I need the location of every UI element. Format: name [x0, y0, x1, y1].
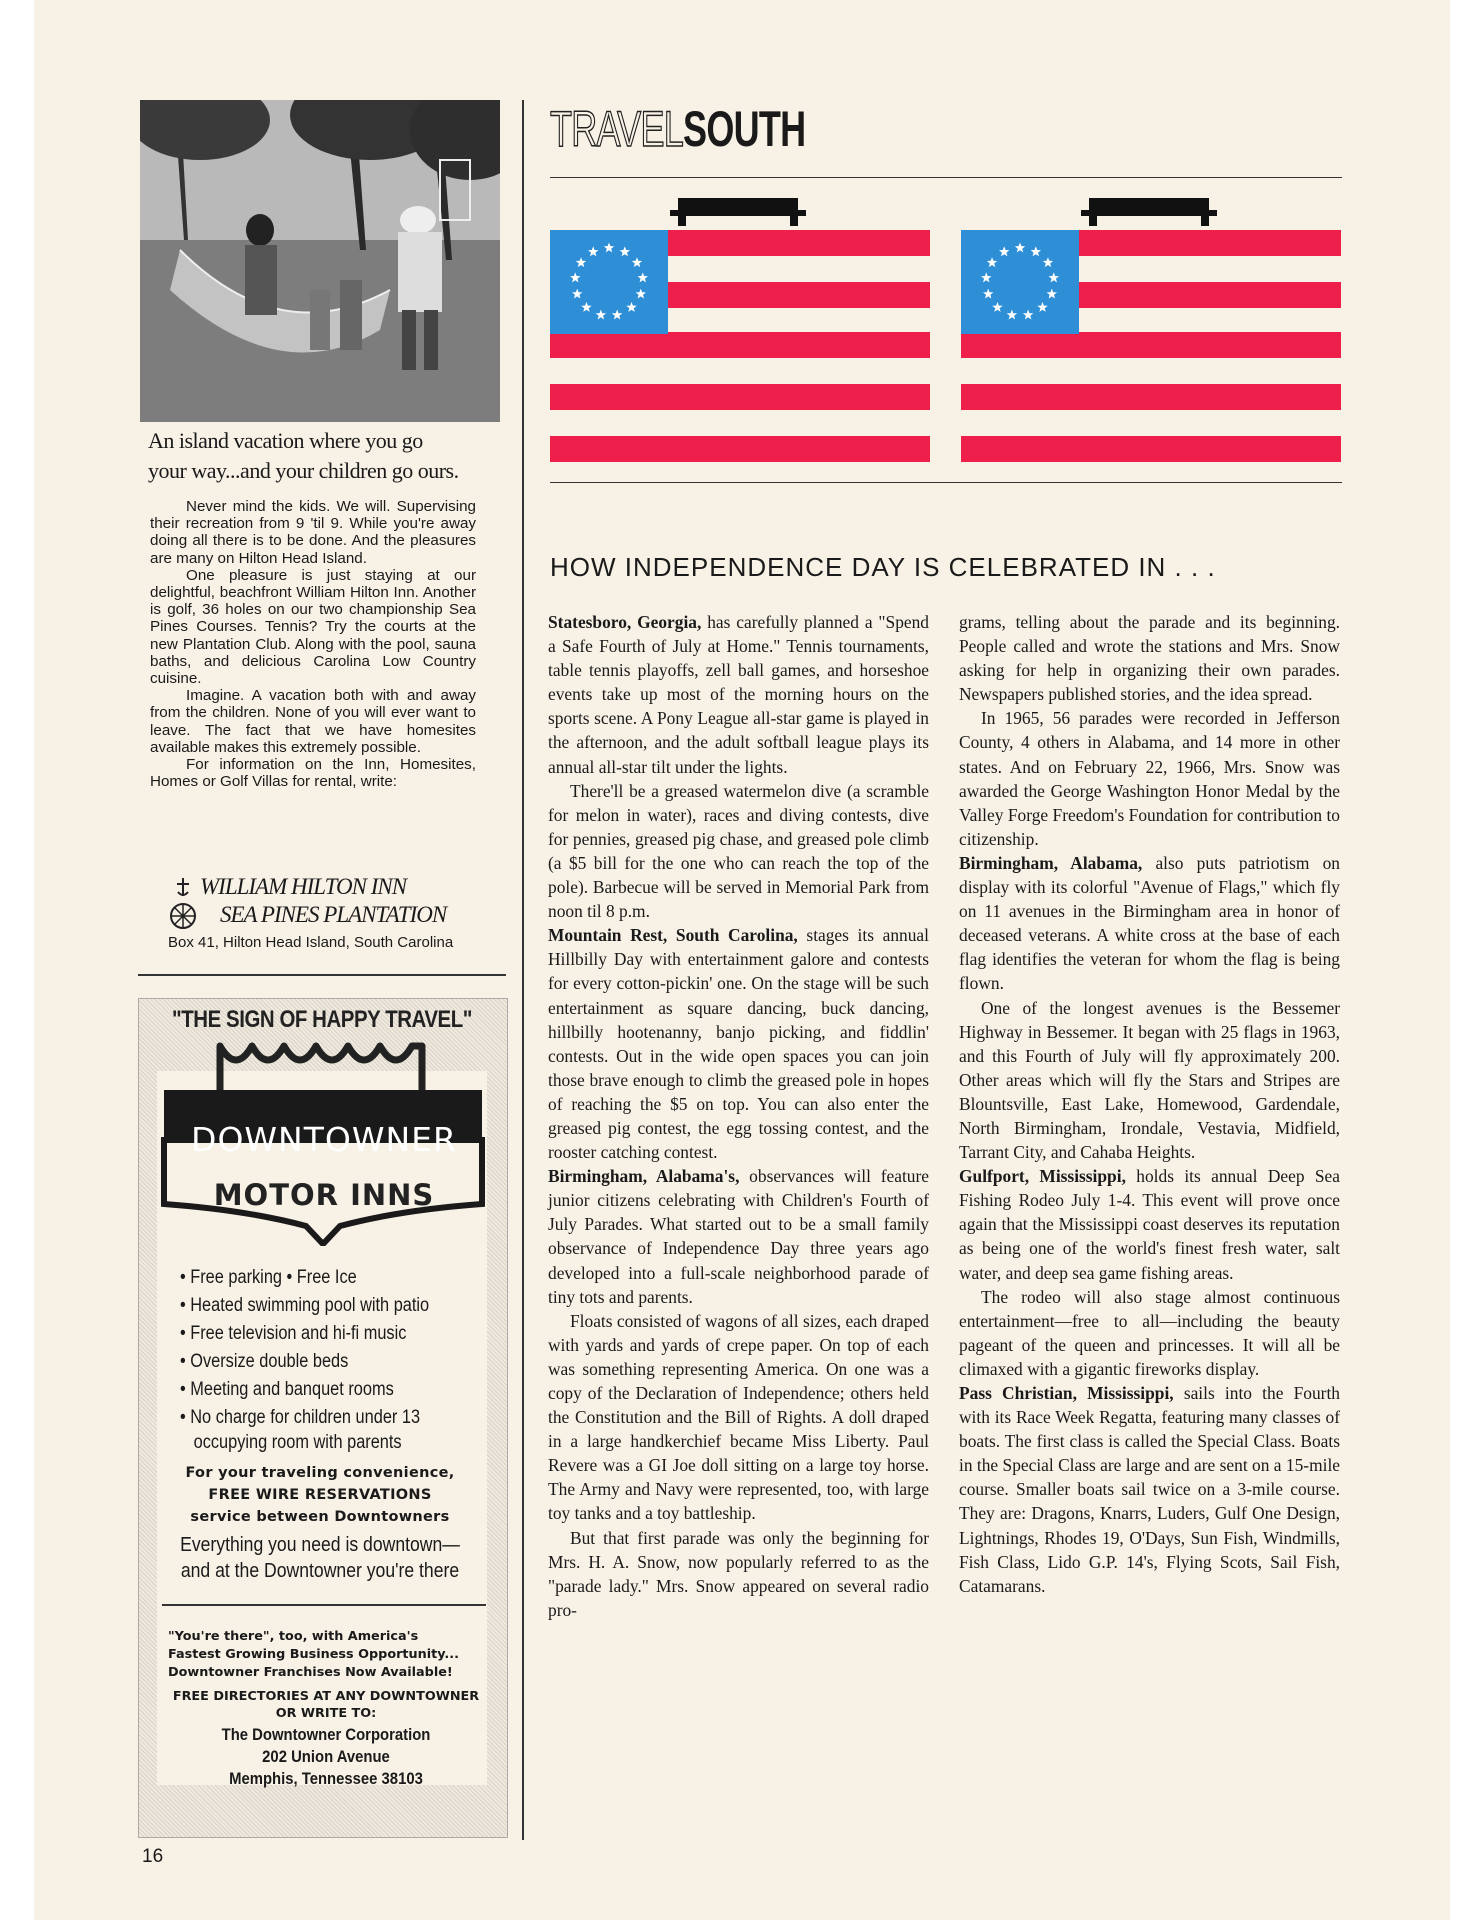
- flag-suitcase-right: [961, 190, 1341, 480]
- amenity-item: • No charge for children under 13: [180, 1407, 421, 1428]
- article-paragraph: [959, 706, 1340, 851]
- column-divider: [522, 100, 524, 1840]
- paragraph-text: grams, telling about the parade and its beginning. People called and wrote the stations and Mrs. Snow asking for help in organizing their own parades. Newspapers published stories, and the idea spread.: [959, 612, 1340, 705]
- article-paragraph: [548, 610, 929, 779]
- paragraph-text: has carefully planned a "Spend a Safe Fourth of July at Home." Tennis tournaments, table tennis playoffs, zell ball games, and horseshoe events take up most of the morning hours on the sports scene. A Pony League all-star game is played in the afternoon, and the adult softball league plays its annual all-star tilt under the lights.: [548, 612, 929, 777]
- paragraph-text: The rodeo will also stage almost continuous entertainment—free to all—including the beauty pageant of the queen and princesses. It will all be climaxed with a gigantic fireworks display.: [959, 1286, 1340, 1379]
- paragraph-text: One of the longest avenues is the Bessemer Highway in Bessemer. It began with 25 flags in 1963, and this Fourth of July will fly approximately 200. Other areas which will fly the Stars and Stripes are Blountsville, East Lake, Homewood, Gardendale, North Birmingham, Irondale, Vestavia, Midfield, Tarrant City, and Cahaba Heights.: [959, 997, 1340, 1163]
- paragraph-text: stages its annual Hillbilly Day with entertainment galore and contests for every cotton-pickin' one. On the stage will be such entertainment as square dancing, buck dancing, hillbilly hootenanny, banjo picking, and fiddlin' contests. Out in the wide open spaces you can join those brave enough to climb the greased pole in hopes of reaching the $5 on top. You can also enter the greased pig contest, the egg tossing contest, and the rooster catching contest.: [548, 925, 929, 1163]
- convenience-line: For your traveling convenience,: [185, 1465, 455, 1481]
- tagline-line: Everything you need is downtown—: [180, 1534, 460, 1556]
- divider: [138, 974, 506, 976]
- convenience-line: service between Downtowners: [190, 1509, 450, 1525]
- article-paragraph: [959, 1164, 1340, 1284]
- section-title-south: SOUTH: [683, 101, 806, 157]
- place-name: Gulfport, Mississippi,: [959, 1166, 1126, 1187]
- hilton-ad-body: [150, 498, 476, 790]
- downtown-tagline: [170, 1532, 469, 1584]
- divider: [550, 482, 1342, 483]
- place-name: Birmingham, Alabama,: [959, 852, 1143, 873]
- place-name: Statesboro, Georgia,: [548, 612, 702, 632]
- paragraph-text: Floats consisted of wagons of all sizes, each draped with yards and yards of crepe paper. On top of each was something representing America. On one was a copy of the Declaration of Independence; others held the Constitution and the Bill of Rights. A doll draped in a large handkerchief became Miss Liberty. Paul Revere was a GI Joe doll sitting on a large toy horse. The Army and Navy were represented, too, with large toy tanks and a toy battleship.: [548, 1310, 929, 1524]
- suitcase-handle-base: [670, 210, 806, 216]
- paragraph-text: But that first parade was only the beginning for Mrs. H. A. Snow, now popularly referred to as the "parade lady." Mrs. Snow appeared on several radio pro-: [548, 1527, 929, 1620]
- place-name: Mountain Rest, South Carolina,: [548, 925, 798, 946]
- article-column-1: [548, 610, 929, 1622]
- franchise-line: Downtowner Franchises Now Available!: [168, 1665, 453, 1680]
- suitcase-handle: [678, 198, 798, 212]
- flag-stripe: [550, 384, 930, 410]
- hilton-paragraph: One pleasure is just staying at our delightful, beachfront William Hilton Inn. Another is golf, 36 holes on our two championship Sea Pines Courses. Tennis? Try the courts at the new Plantation Club. Along with the pool, sauna baths, and delicious Carolina Low Country cuisine.: [150, 566, 476, 688]
- suitcase-handle: [1089, 198, 1209, 212]
- paragraph-text: also puts patriotism on display with its colorful "Avenue of Flags," which fly on 11 avenues in the Birmingham area in honor of deceased veterans. A white cross at the base of each flag identifies the veteran for whom the flag is being flown.: [959, 852, 1340, 994]
- free-dir-line: OR WRITE TO:: [275, 1706, 377, 1721]
- paragraph-text: In 1965, 56 parades were recorded in Jefferson County, 4 others in Alabama, and 14 more in other states. And on February 22, 1966, Mrs. Snow was awarded the George Washington Honor Medal by the Valley Forge Freedom's Foundation for contribution to citizenship.: [959, 708, 1340, 849]
- hilton-paragraph: Imagine. A vacation both with and away from the children. None of you will ever want to leave. The fact that we have homesites available makes this extremely possible.: [150, 687, 476, 756]
- tagline-line: and at the Downtowner you're there: [180, 1560, 460, 1582]
- flag-suitcase-left: [550, 190, 930, 480]
- amenity-item: • Oversize double beds: [180, 1351, 349, 1372]
- hilton-paragraph: Never mind the kids. We will. Supervising their recreation from 9 'til 9. While you're away doing all there is to be done. And the pleasures are many on Hilton Head Island.: [150, 498, 476, 567]
- page-number: 16: [142, 1846, 164, 1867]
- flag-stripe: [550, 332, 930, 358]
- article-paragraph: [959, 996, 1340, 1165]
- article-paragraph: [548, 1164, 929, 1309]
- hilton-logo-line2: SEA PINES PLANTATION: [220, 902, 447, 927]
- amenity-item: occupying room with parents: [180, 1432, 402, 1453]
- hilton-paragraph: For information on the Inn, Homesites, Homes or Golf Villas for rental, write:: [150, 756, 476, 791]
- franchise-line: Fastest Growing Business Opportunity...: [168, 1647, 460, 1662]
- article-paragraph: [959, 1285, 1340, 1381]
- place-name: Birmingham, Alabama's,: [548, 1166, 740, 1187]
- flag-stripe: [961, 332, 1341, 358]
- paragraph-text: holds its annual Deep Sea Fishing Rodeo July 1-4. This event will prove once again that the Mississippi coast deserves its reputation as being one of the world's finest fresh water, salt water, and deep sea game fishing areas.: [959, 1166, 1340, 1283]
- article-headline: HOW INDEPENDENCE DAY IS CELEBRATED IN . . .: [550, 552, 1216, 582]
- corporate-address: [184, 1724, 468, 1790]
- section-title: [550, 100, 805, 158]
- compass-anchor-icon: [168, 876, 198, 932]
- divider: [162, 1604, 486, 1606]
- amenity-item: • Meeting and banquet rooms: [180, 1379, 394, 1400]
- hilton-headline-line1: An island vacation where you go: [148, 428, 423, 453]
- article-paragraph: [959, 610, 1340, 706]
- free-dir-line: FREE DIRECTORIES AT ANY DOWNTOWNER: [172, 1689, 480, 1704]
- free-directories-note: [168, 1688, 484, 1722]
- amenities-list: [180, 1264, 438, 1454]
- downtowner-slogan: "THE SIGN OF HAPPY TRAVEL": [172, 1006, 472, 1033]
- sign-motor-inns-text: MOTOR INNS: [213, 1178, 435, 1212]
- convenience-line: FREE WIRE RESERVATIONS: [208, 1487, 432, 1503]
- section-title-travel: TRAVEL: [550, 101, 684, 157]
- amenity-item: • Free parking • Free Ice: [180, 1267, 357, 1288]
- corp-line: 202 Union Avenue: [262, 1748, 390, 1766]
- franchise-line: "You're there", too, with America's: [168, 1629, 419, 1644]
- article-column-2: [959, 610, 1340, 1598]
- place-name: Pass Christian, Mississippi,: [959, 1383, 1174, 1403]
- amenity-item: • Free television and hi-fi music: [180, 1323, 407, 1344]
- sign-downtowner-text: DOWNTOWNER: [191, 1120, 457, 1159]
- hilton-headline-line2: your way...and your children go ours.: [148, 458, 459, 483]
- flag-stripe: [961, 436, 1341, 462]
- flag-stripe: [550, 436, 930, 462]
- article-paragraph: [548, 1309, 929, 1526]
- paragraph-text: observances will feature junior citizens celebrating with Children's Fourth of July Parades. What started out to be a small family observance of Independence Day three years ago developed into a full-scale neighborhood parade of tiny tots and parents.: [548, 1166, 929, 1307]
- divider: [550, 177, 1342, 178]
- article-paragraph: [959, 1381, 1340, 1598]
- paragraph-text: sails into the Fourth with its Race Week Regatta, featuring many classes of boats. The first class is called the Special Class. Boats in the Special Class are large and are sent on a 15-mile course. Smaller boats sail twice on a 3-mile course. They are: Dragons, Knarrs, Luders, Gulf One Design, Lightnings, Rhodes 19, O'Days, Sun Fish, Windmills, Fish Class, Lido G.P. 14's, Flying Scots, Sail Fish, Catamarans.: [959, 1383, 1340, 1596]
- corp-line: Memphis, Tennessee 38103: [229, 1770, 423, 1788]
- reservations-note: [150, 1462, 490, 1528]
- article-paragraph: [548, 1526, 929, 1622]
- franchise-note: [168, 1628, 484, 1682]
- hilton-address: Box 41, Hilton Head Island, South Carolina: [168, 934, 454, 951]
- article-paragraph: [959, 851, 1340, 996]
- suitcase-handle-base: [1081, 210, 1217, 216]
- corp-line: The Downtowner Corporation: [221, 1726, 431, 1744]
- amenity-item: • Heated swimming pool with patio: [180, 1295, 430, 1316]
- article-paragraph: [548, 779, 929, 924]
- flag-stripe: [961, 384, 1341, 410]
- paragraph-text: There'll be a greased watermelon dive (a scramble for melon in water), races and diving contests, dive for pennies, greased pig chase, and greased pole climb (a $5 bill for the one who can reach the top of the pole). Barbecue will be served in Memorial Park from noon til 8 p.m.: [548, 780, 929, 922]
- article-paragraph: [548, 923, 929, 1164]
- hilton-logo-line1: WILLIAM HILTON INN: [200, 874, 407, 899]
- downtowner-sign: [160, 1086, 486, 1246]
- hilton-ad-headline: [148, 426, 508, 486]
- beach-hammock-photo: [140, 100, 500, 422]
